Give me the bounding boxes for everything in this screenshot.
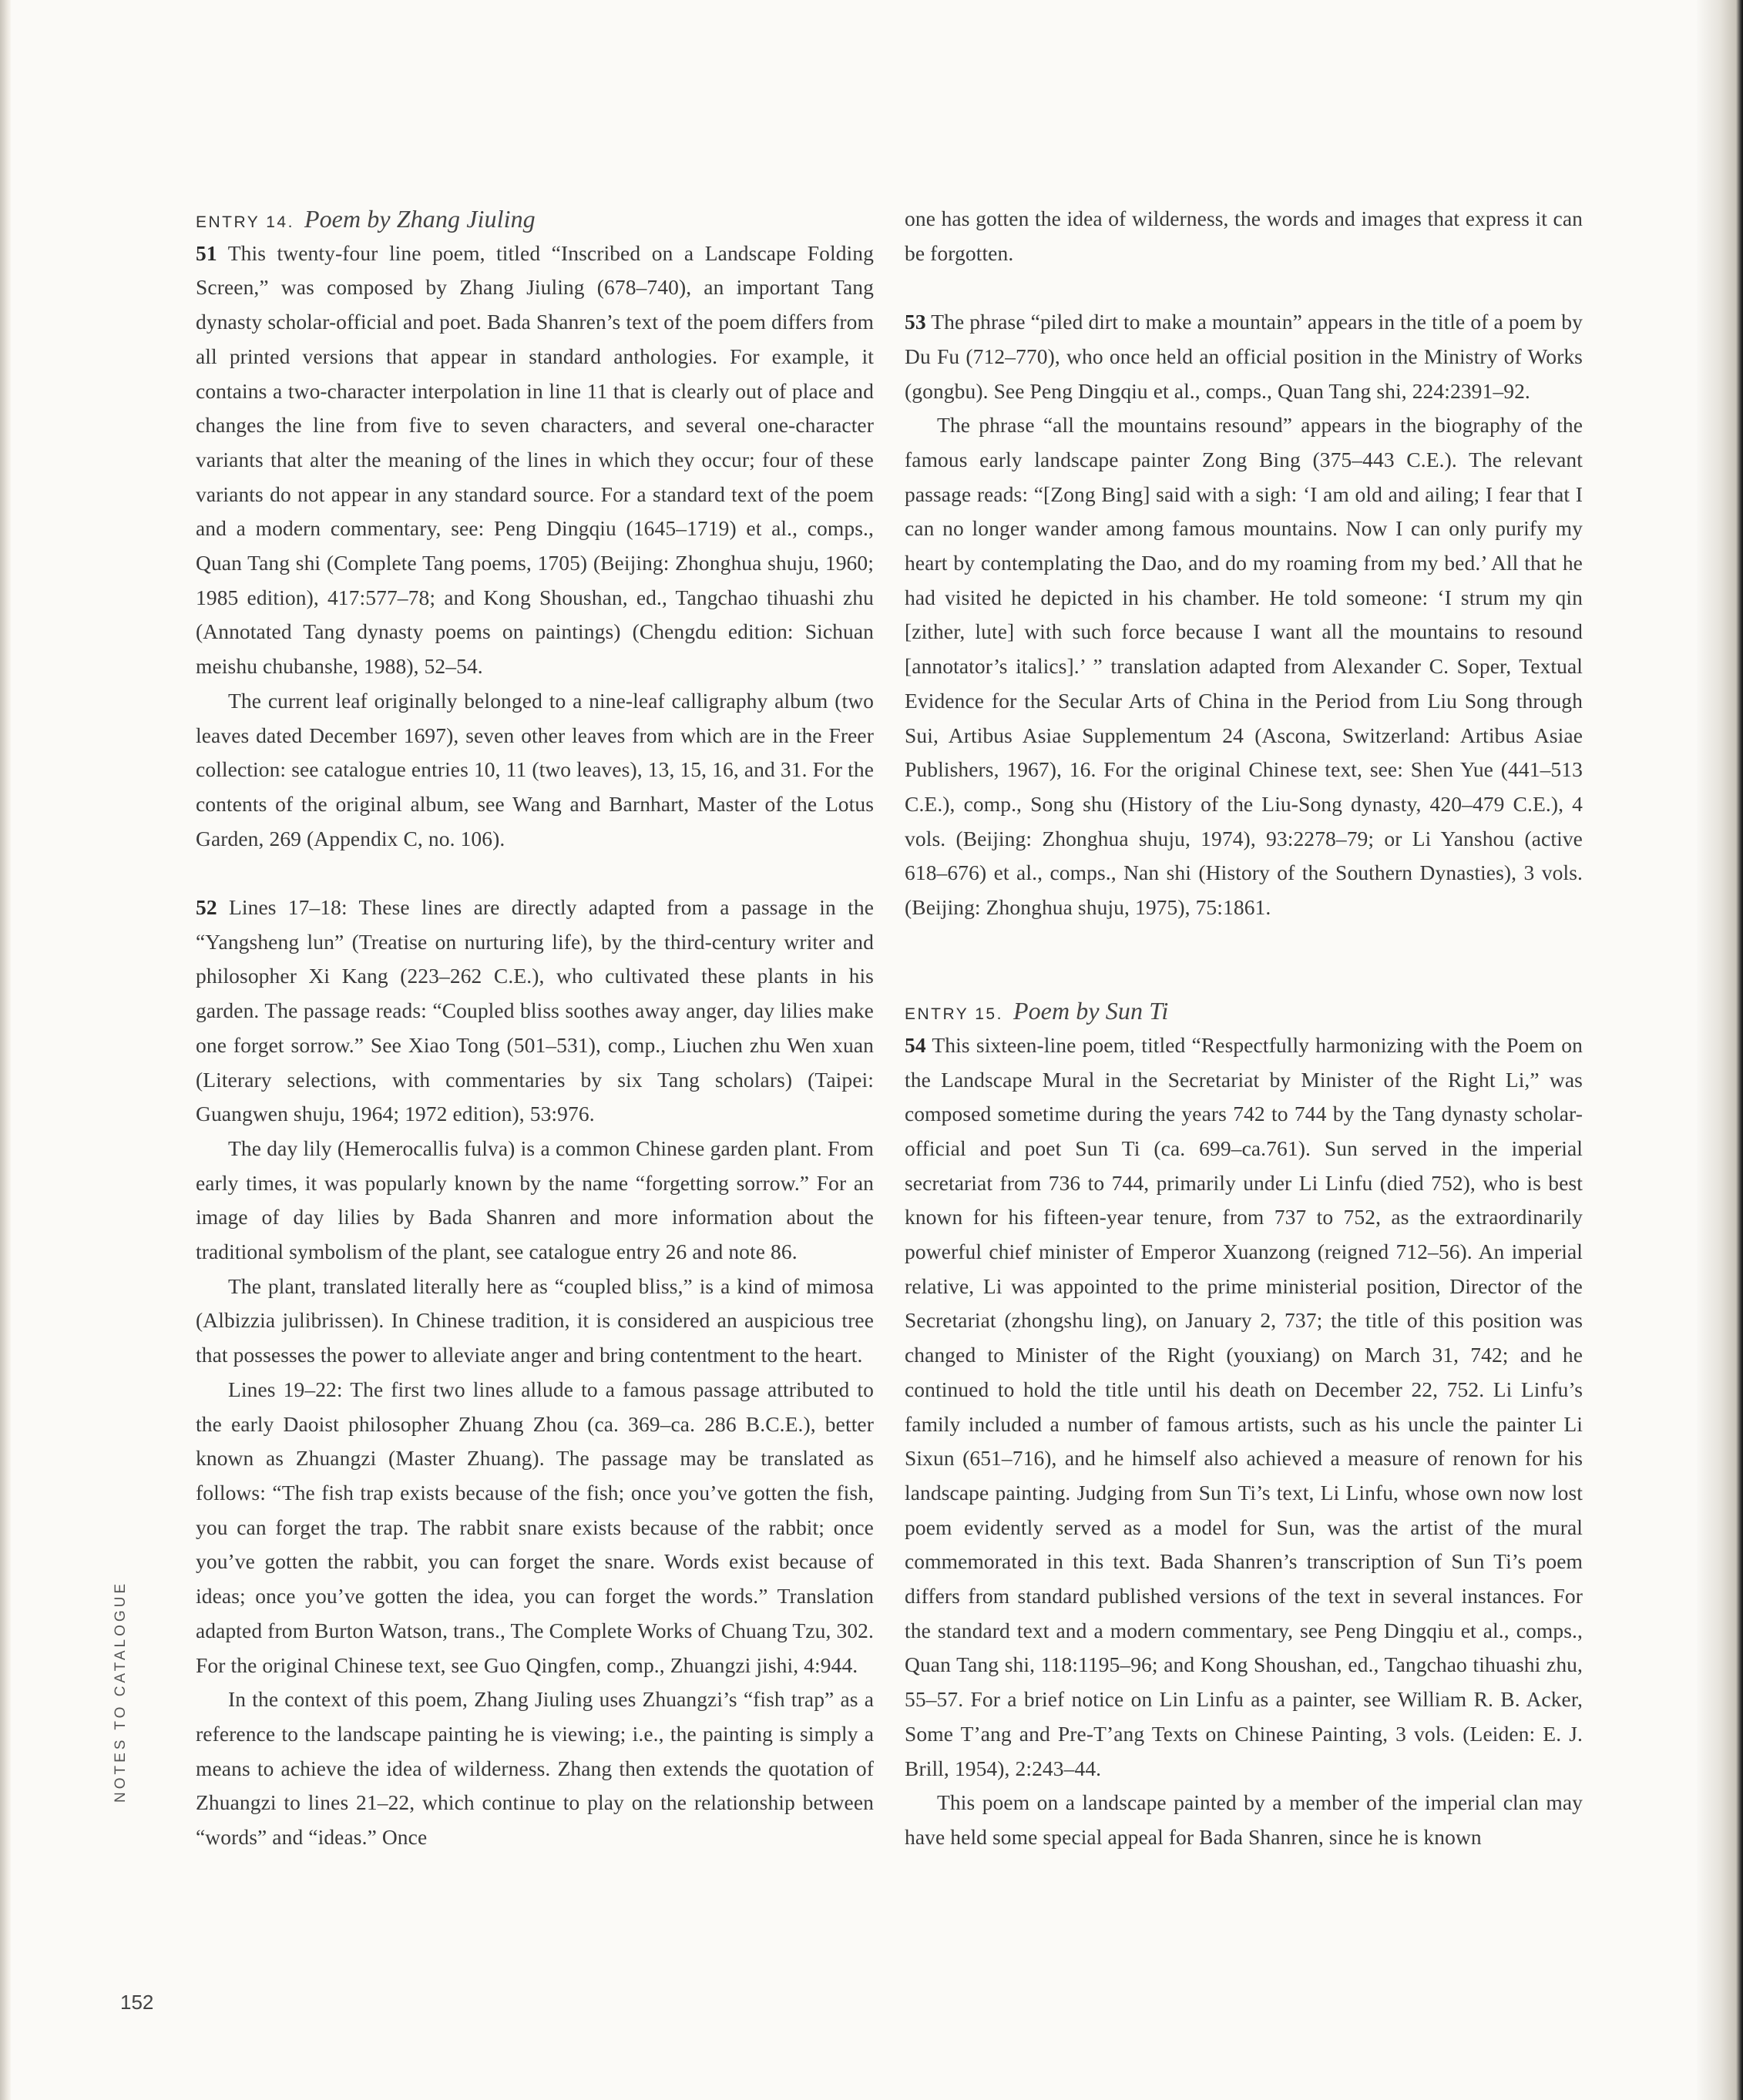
note-text: This twenty-four line poem, titled “Inscribed on a Landscape Folding Screen,” was composed by Zhang Jiuling (678–740), an important Tang dynasty scholar-official and poet. Bada Shanren’s text of the poem differs from all printed versions that appear in standard anthologies. For example, it contains a two-character interpolation in line 11 that is clearly out of place and changes the line from five to seven characters, and several one-character variants that alter the meaning of the lines in which they occur; four of these variants do not appear in any standard source. For a standard text of the poem and a modern commentary, see: Peng Dingqiu (1645–1719) et al., comps., Quan Tang shi (Complete Tang poems, 1705) (Beijing: Zhonghua shuju, 1960; 1985 edition), 417:577–78; and Kong Shoushan, ed., Tangchao tihuashi zhu (Annotated Tang dynasty poems on paintings) (Chengdu edition: Sichuan meishu chubanshe, 1988), 52–54.	[196, 240, 874, 679]
note-52-paragraph-3: The plant, translated literally here as “coupled bliss,” is a kind of mimosa (Albizzia julibrissen). In Chinese tradition, it is considered an auspicious tree that possesses the power to alleviate anger and bring contentment to the heart.	[196, 1273, 874, 1367]
entry-label: ENTRY 14.	[196, 213, 294, 231]
note-53-paragraph	[905, 305, 1583, 408]
book-gutter-shadow	[0, 0, 11, 2100]
entry-title: Poem by Zhang Jiuling	[304, 205, 536, 233]
note-51-paragraph-2: The current leaf originally belonged to a nine-leaf calligraphy album (two leaves dated December 1697), seven other leaves from which are in the Freer collection: see catalogue entries 10, 11 (two leaves), 13, 15, 16, and 31. For the contents of the original album, see Wang and Barnhart, Master of the Lotus Garden, 269 (Appendix C, no. 106).	[196, 688, 874, 850]
note-52-paragraph	[196, 891, 874, 1132]
note-53-paragraph-2: The phrase “all the mountains resound” appears in the biography of the famous early landscape painter Zong Bing (375–443 C.E.). The relevant passage reads: “[Zong Bing] said with a sigh: ‘I am old and ailing; I fear that I can no longer wander among famous mountains. Now I can only purify my heart by contemplating the Dao, and do my roaming from my bed.’ All that he had visited he depicted in his chamber. He told someone: ‘I strum my qin [zither, lute] with such force because I want all the mountains to resound [annotator’s italics].’ ” translation adapted from Alexander C. Soper, Textual Evidence for the Secular Arts of China in the Period from Liu Song through Sui, Artibus Asiae Supplementum 24 (Ascona, Switzerland: Artibus Asiae Publishers, 1967), 16. For the original Chinese text, see: Shen Yue (441–513 C.E.), comp., Song shu (History of the Liu-Song dynasty, 420–479 C.E.), 4 vols. (Beijing: Zhonghua shuju, 1974), 93:2278–79; or Li Yanshou (active 618–676) et al., comps., Nan shi (History of the Southern Dynasties), 3 vols. (Beijing: Zhonghua shuju, 1975), 75:1861.	[905, 413, 1583, 920]
note-52-paragraph-4: Lines 19–22: The first two lines allude to a famous passage attributed to the early Daoist philosopher Zhuang Zhou (ca. 369–ca. 286 B.C.E.), better known as Zhuangzi (Master Zhuang). The passage may be translated as follows: “The fish trap exists because of the fish; once you’ve gotten the fish, you can forget the trap. The rabbit snare exists because of the rabbit; once you’ve gotten the rabbit, you can forget the snare. Words exist because of ideas; once you’ve gotten the idea, you can forget the words.” Translation adapted from Burton Watson, trans., The Complete Works of Chuang Tzu, 302. For the original Chinese text, see Guo Qingfen, comp., Zhuangzi jishi, 4:944.	[196, 1377, 874, 1677]
note-54-paragraph	[905, 1028, 1583, 1786]
book-fore-edge	[1697, 0, 1743, 2100]
spacer	[905, 270, 1583, 305]
note-54-paragraph-2: This poem on a landscape painted by a member of the imperial clan may have held some special appeal for Bada Shanren, since he is known	[905, 1790, 1583, 1849]
right-column	[905, 202, 1583, 1855]
entry-title: Poem by Sun Ti	[1013, 997, 1169, 1025]
note-number: 52	[196, 895, 217, 920]
book-page	[11, 0, 1697, 2100]
page-number: 152	[120, 1991, 154, 2014]
entry-15-heading	[905, 994, 1583, 1028]
spacer	[905, 925, 1583, 994]
spacer	[196, 856, 874, 891]
note-number: 54	[905, 1032, 926, 1057]
note-text: Lines 17–18: These lines are directly adapted from a passage in the “Yangsheng lun” (Treatise on nurturing life), by the third-century writer and philosopher Xi Kang (223–262 C.E.), who cultivated these plants in his garden. The passage reads: “Coupled bliss soothes away anger, day lilies make one forget sorrow.” See Xiao Tong (501–531), comp., Liuchen zhu Wen xuan (Literary selections, with commentaries by six Tang scholars) (Taipei: Guangwen shuju, 1964; 1972 edition), 53:976.	[196, 895, 874, 1126]
note-52-paragraph-2: The day lily (Hemerocallis fulva) is a common Chinese garden plant. From early times, it was popularly known by the name “forgetting sorrow.” For an image of day lilies by Bada Shanren and more information about the traditional symbolism of the plant, see catalogue entry 26 and note 86.	[196, 1136, 874, 1264]
left-column	[196, 202, 874, 1855]
note-text: This sixteen-line poem, titled “Respectfully harmonizing with the Poem on the Landscape Mural in the Secretariat by Minister of the Right Li,” was composed sometime during the years 742 to 744 by the Tang dynasty scholar-official and poet Sun Ti (ca. 699–ca.761). Sun served in the imperial secretariat from 736 to 744, primarily under Li Linfu (died 752), who is best known for his fifteen-year tenure, from 737 to 752, as the extraordinarily powerful chief minister of Emperor Xuanzong (reigned 712–56). An imperial relative, Li was appointed to the prime ministerial position, Director of the Secretariat (zhongshu ling), on January 2, 737; the title of this position was changed to Minister of the Right (youxiang) on March 31, 742; and he continued to hold the title until his death on December 22, 752. Li Linfu’s family included a number of famous artists, such as his uncle the painter Li Sixun (651–716), and he himself also achieved a measure of renown for his landscape painting. Judging from Sun Ti’s text, Li Linfu, whose own now lost poem evidently served as a model for Sun, was the artist of the mural commemorated in this text. Bada Shanren’s transcription of Sun Ti’s poem differs from standard published versions of the text in several instances. For the standard text and a modern commentary, see Peng Dingqiu et al., comps., Quan Tang shi, 118:1195–96; and Kong Shoushan, ed., Tangchao tihuashi zhu, 55–57. For a brief notice on Lin Linfu as a painter, see William R. B. Acker, Some T’ang and Pre-T’ang Texts on Chinese Painting, 3 vols. (Leiden: E. J. Brill, 1954), 2:243–44.	[905, 1032, 1583, 1780]
running-head: NOTES TO CATALOGUE	[113, 1580, 129, 1803]
note-52-paragraph-5: In the context of this poem, Zhang Jiuling uses Zhuangzi’s “fish trap” as a reference to the landscape painting he is viewing; i.e., the painting is simply a means to achieve the idea of wilderness. Zhang then extends the quotation of Zhuangzi to lines 21–22, which continue to play on the relationship between “words” and “ideas.” Once	[196, 1687, 874, 1850]
entry-label: ENTRY 15.	[905, 1005, 1003, 1024]
note-52-continuation: one has gotten the idea of wilderness, the words and images that express it can be forgotten.	[905, 206, 1583, 265]
entry-14-heading	[196, 202, 874, 237]
note-number: 53	[905, 310, 926, 334]
note-51-paragraph	[196, 237, 874, 684]
note-text: The phrase “piled dirt to make a mountain” appears in the title of a poem by Du Fu (712–770), who once held an official position in the Ministry of Works (gongbu). See Peng Dingqiu et al., comps., Quan Tang shi, 224:2391–92.	[905, 310, 1583, 403]
note-number: 51	[196, 240, 217, 265]
